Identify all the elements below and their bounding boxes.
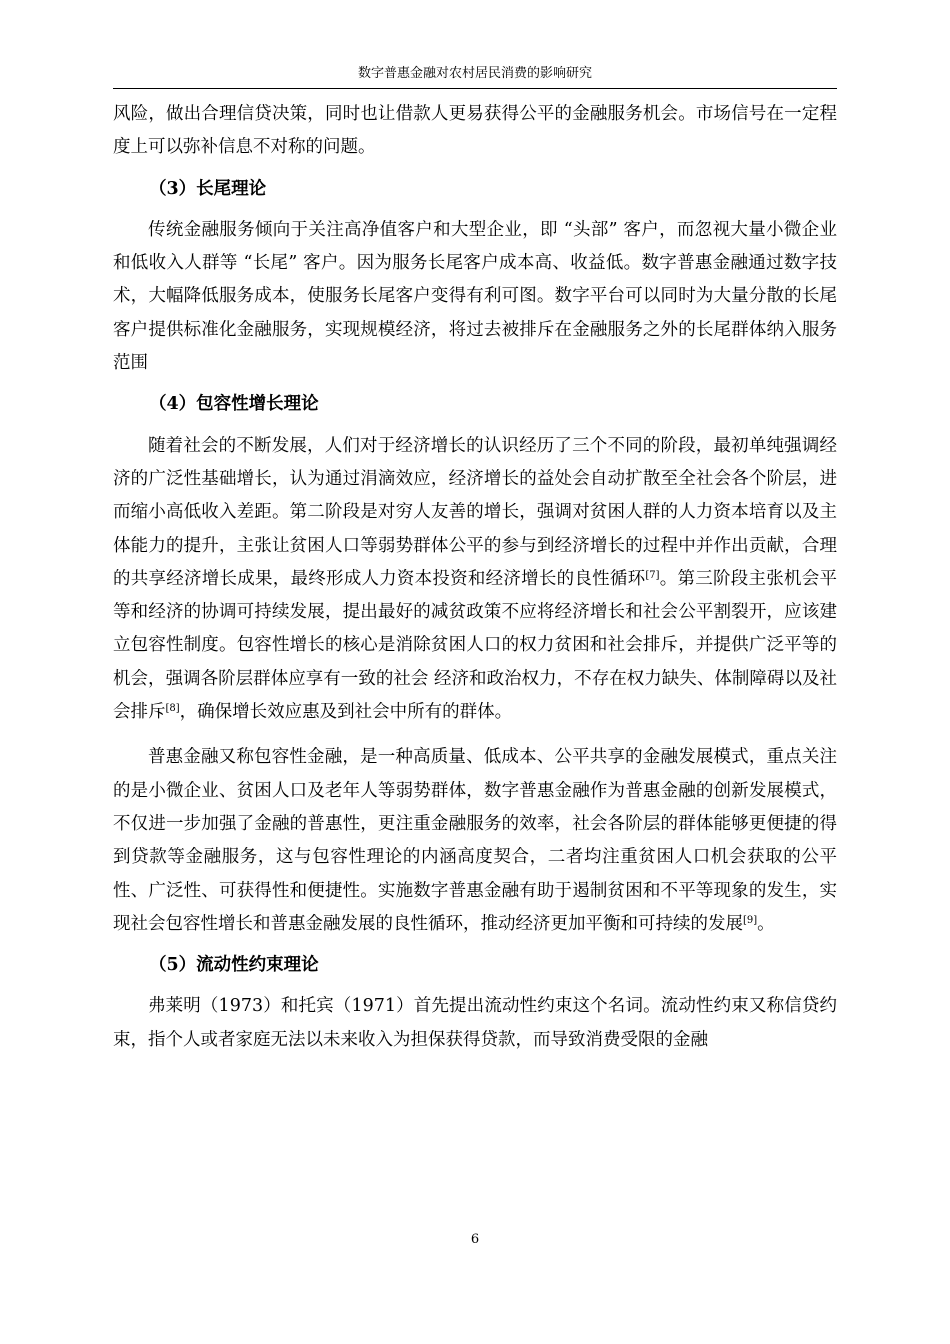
page-number: 6 bbox=[470, 1232, 480, 1247]
section-heading-liquidity-constraint: （5）流动性约束理论 bbox=[149, 955, 319, 976]
paragraph-text: 。第三阶段主张机会平等和经济的协调可持续发展，提出最好的减贫政策不应将经济增长和社会公平割裂开，应该建立包容性制度。包容性增长的核心是消除贫困人口的权力贫困和社会排斥，并提供广泛平等的机会，强调各阶层群体应享有一致的社会 经济和政治权力，不存在权力缺失、体制障碍以及社会排斥 bbox=[113, 568, 838, 723]
citation-8: [8] bbox=[165, 703, 180, 715]
citation-9: [9] bbox=[743, 914, 758, 926]
paragraph-continuation: 风险，做出合理信贷决策，同时也让借款人更易获得公平的金融服务机会。市场信号在一定程度上可以弥补信息不对称的问题。 bbox=[113, 104, 837, 158]
paragraph-text: 普惠金融又称包容性金融，是一种高质量、低成本、公平共享的金融发展模式，重点关注的是小微企业、贫困人口及老年人等弱势群体，数字普惠金融作为普惠金融的创新发展模式，不仅进一步加强了金融的普惠性，更注重金融服务的效率，社会各阶层的群体能够更便捷的得到贷款等金融服务，这与包容性理论的内涵高度契合，二者均注重贫困人口机会获取的公平性、广泛性、可获得性和便捷性。实施数字普惠金融有助于遏制贫困和不平等现象的发生，实现社会包容性增长和普惠金融发展的良性循环，推动经济更加平衡和可持续的发展 bbox=[113, 747, 837, 934]
paragraph-text: 随着社会的不断发展，人们对于经济增长的认识经历了三个不同的阶段，最初单纯强调经济的广泛性基础增长，认为通过涓滴效应，经济增长的益处会自动扩散至全社会各个阶层，进而缩小高低收入差距。第二阶段是对穷人友善的增长，强调对贫困人群的人力资本培育以及主体能力的提升，主张让贫困人口等弱势群体公平的参与到经济增长的过程中并作出贡献，合理的共享经济增长成果，最终形成人力资本投资和经济增长的良性循环 bbox=[113, 435, 837, 589]
page-body bbox=[113, 98, 837, 1057]
section-heading-inclusive-growth: （4）包容性增长理论 bbox=[149, 394, 319, 415]
citation-7: [7] bbox=[645, 569, 660, 581]
paragraph-gap bbox=[113, 729, 837, 741]
paragraph-liquidity-constraint: 弗莱明（1973）和托宾（1971）首先提出流动性约束这个名词。流动性约束又称信贷约束，指个人或者家庭无法以未来收入为担保获得贷款，而导致消费受限的金融 bbox=[113, 996, 837, 1050]
section-heading-long-tail: （3）长尾理论 bbox=[149, 178, 267, 199]
paragraph-text: 。 bbox=[757, 913, 775, 934]
paragraph-inclusive-finance bbox=[113, 741, 837, 941]
paragraph-text: ，确保增长效应惠及到社会中所有的群体。 bbox=[179, 702, 513, 723]
paragraph-inclusive-growth bbox=[113, 430, 837, 730]
header-rule bbox=[113, 88, 837, 89]
running-header: 数字普惠金融对农村居民消费的影响研究 bbox=[357, 66, 592, 81]
paragraph-long-tail: 传统金融服务倾向于关注高净值客户和大型企业，即 “头部” 客户，而忽视大量小微企业和低收入人群等 “长尾” 客户。因为服务长尾客户成本高、收益低。数字普惠金融通过数字技术，大幅降低服务成本，使服务长尾客户变得有利可图。数字平台可以同时为大量分散的长尾客户提供标准化金融服务，实现规模经济，将过去被排斥在金融服务之外的长尾群体纳入服务范围 bbox=[113, 219, 837, 374]
